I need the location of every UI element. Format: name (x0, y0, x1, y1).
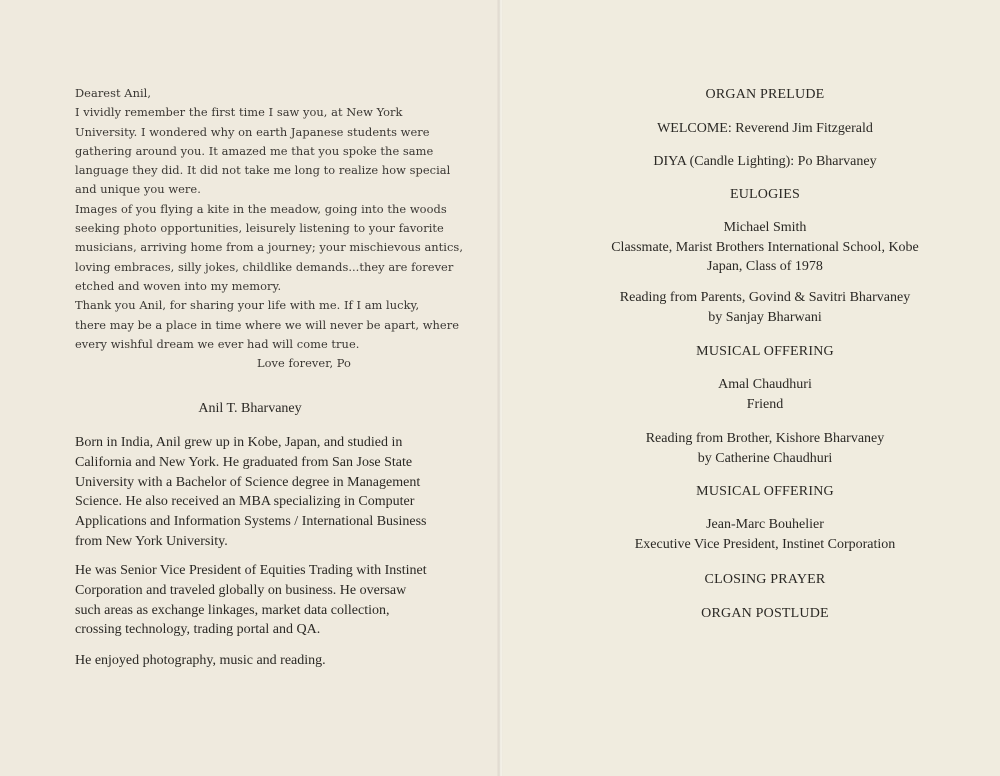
letter-line: every wishful dream we ever had will come true. (75, 336, 360, 351)
bio-line: Science. He also received an MBA specializing in Computer (75, 494, 415, 510)
program-musical-offering-2: MUSICAL OFFERING (696, 484, 834, 499)
bio-line: crossing technology, trading portal and QA. (75, 622, 321, 638)
letter-line: language they did. It did not take me long to realize how special (75, 163, 451, 178)
program-reading-brother (545, 429, 985, 468)
program-line: Michael Smith (723, 220, 807, 235)
bio-line: Corporation and traveled globally on business. He oversaw (75, 582, 407, 598)
bio-name-heading: Anil T. Bharvaney (198, 401, 302, 416)
program-organ-postlude: ORGAN POSTLUDE (701, 606, 829, 621)
letter-line: University. I wondered why on earth Japanese students were (75, 124, 430, 139)
letter-line: Thank you Anil, for sharing your life with me. If I am lucky, (75, 298, 420, 313)
letter-line: musicians, arriving home from a journey; your mischievous antics, (75, 240, 463, 255)
bio-paragraph-3 (75, 651, 475, 671)
program-line: by Sanjay Bharwani (708, 309, 822, 325)
program-organ-prelude: ORGAN PRELUDE (705, 87, 825, 102)
program-line: by Catherine Chaudhuri (697, 450, 833, 466)
letter-line: and unique you were. (75, 182, 201, 197)
program-welcome: WELCOME: Reverend Jim Fitzgerald (657, 121, 873, 136)
letter-line: Dearest Anil, (75, 86, 152, 100)
program-reading-parents (545, 288, 985, 327)
letter-line: there may be a place in time where we will never be apart, where (75, 317, 459, 332)
program-line: Classmate, Marist Brothers International School, Kobe (611, 239, 919, 255)
bio-paragraph-2 (75, 561, 475, 640)
letter-line: etched and woven into my memory. (75, 278, 282, 293)
letter-line: I vividly remember the first time I saw you, at New York (75, 105, 403, 120)
letter-line: seeking photo opportunities, leisurely listening to your favorite (75, 221, 444, 236)
program-line: Amal Chaudhuri (718, 377, 812, 392)
bio-line: Applications and Information Systems / International Business (75, 514, 427, 530)
bio-line: He enjoyed photography, music and reading. (75, 653, 326, 668)
program-closing-prayer: CLOSING PRAYER (704, 572, 826, 587)
bio-line: Born in India, Anil grew up in Kobe, Japan, and studied in (75, 435, 403, 450)
program-eulogy-michael-smith (545, 218, 985, 277)
bio-line: such areas as exchange linkages, market data collection, (75, 602, 390, 618)
program-line: Friend (746, 396, 784, 412)
bio-line: from New York University. (75, 533, 228, 549)
program-line: Reading from Parents, Govind & Savitri Bharvaney (619, 290, 911, 305)
program-line: Jean-Marc Bouhelier (706, 517, 824, 532)
bio-line: California and New York. He graduated from San Jose State (75, 454, 413, 470)
program-musical-offering-1: MUSICAL OFFERING (696, 344, 834, 359)
program-line: Japan, Class of 1978 (707, 259, 823, 274)
bio-line: He was Senior Vice President of Equities Trading with Instinet (75, 563, 427, 578)
program-eulogies: EULOGIES (729, 187, 801, 202)
program-offering-amal (545, 375, 985, 414)
bio-line: University with a Bachelor of Science degree in Management (75, 474, 421, 490)
letter-line: gathering around you. It amazed me that you spoke the same (75, 143, 434, 158)
bio-paragraph-1 (75, 433, 475, 552)
letter-line: loving embraces, silly jokes, childlike demands...they are forever (75, 259, 454, 274)
center-fold (497, 0, 503, 776)
letter-signoff: Love forever, Po (257, 356, 351, 371)
letter-line: Images of you flying a kite in the meadow, going into the woods (75, 201, 447, 216)
letter (75, 84, 475, 373)
program-offering-jean-marc (545, 515, 985, 554)
program-diya: DIYA (Candle Lighting): Po Bharvaney (653, 154, 877, 169)
program-line: Reading from Brother, Kishore Bharvaney (645, 431, 885, 446)
program-line: Executive Vice President, Instinet Corporation (634, 536, 896, 552)
